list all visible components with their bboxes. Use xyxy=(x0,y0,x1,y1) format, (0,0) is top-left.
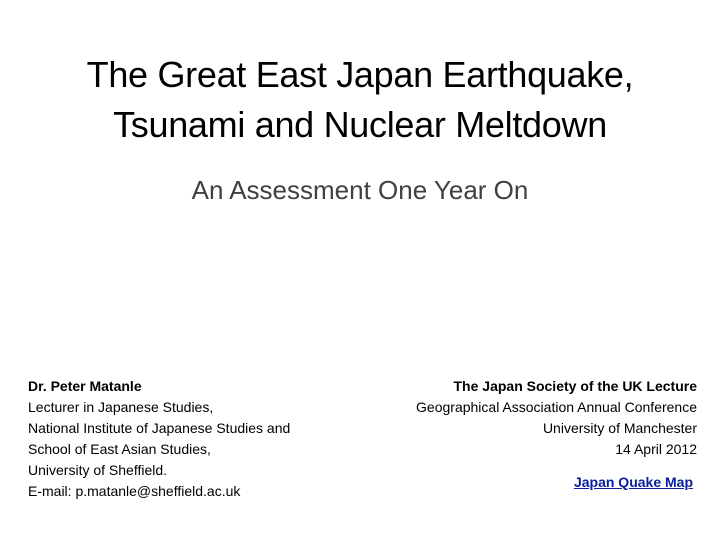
presenter-info xyxy=(28,376,358,502)
title-line-2: Tsunami and Nuclear Meltdown xyxy=(113,104,607,145)
event-info xyxy=(340,376,697,493)
event-line: Geographical Association Annual Conference xyxy=(416,399,697,415)
presenter-line: Lecturer in Japanese Studies, xyxy=(28,399,214,415)
event-heading: The Japan Society of the UK Lecture xyxy=(453,378,697,394)
japan-quake-map-link[interactable]: Japan Quake Map xyxy=(573,474,693,490)
presenter-line: National Institute of Japanese Studies and xyxy=(28,420,291,436)
slide-subtitle: An Assessment One Year On xyxy=(191,175,529,205)
title-line-1: The Great East Japan Earthquake, xyxy=(86,54,634,95)
presenter-email: E-mail: p.matanle@sheffield.ac.uk xyxy=(28,483,241,499)
presenter-name: Dr. Peter Matanle xyxy=(28,378,142,394)
slide-title xyxy=(20,50,700,150)
event-date: 14 April 2012 xyxy=(615,441,697,457)
presenter-line: School of East Asian Studies, xyxy=(28,441,211,457)
presenter-line: University of Sheffield. xyxy=(28,462,168,478)
event-line: University of Manchester xyxy=(542,420,697,436)
